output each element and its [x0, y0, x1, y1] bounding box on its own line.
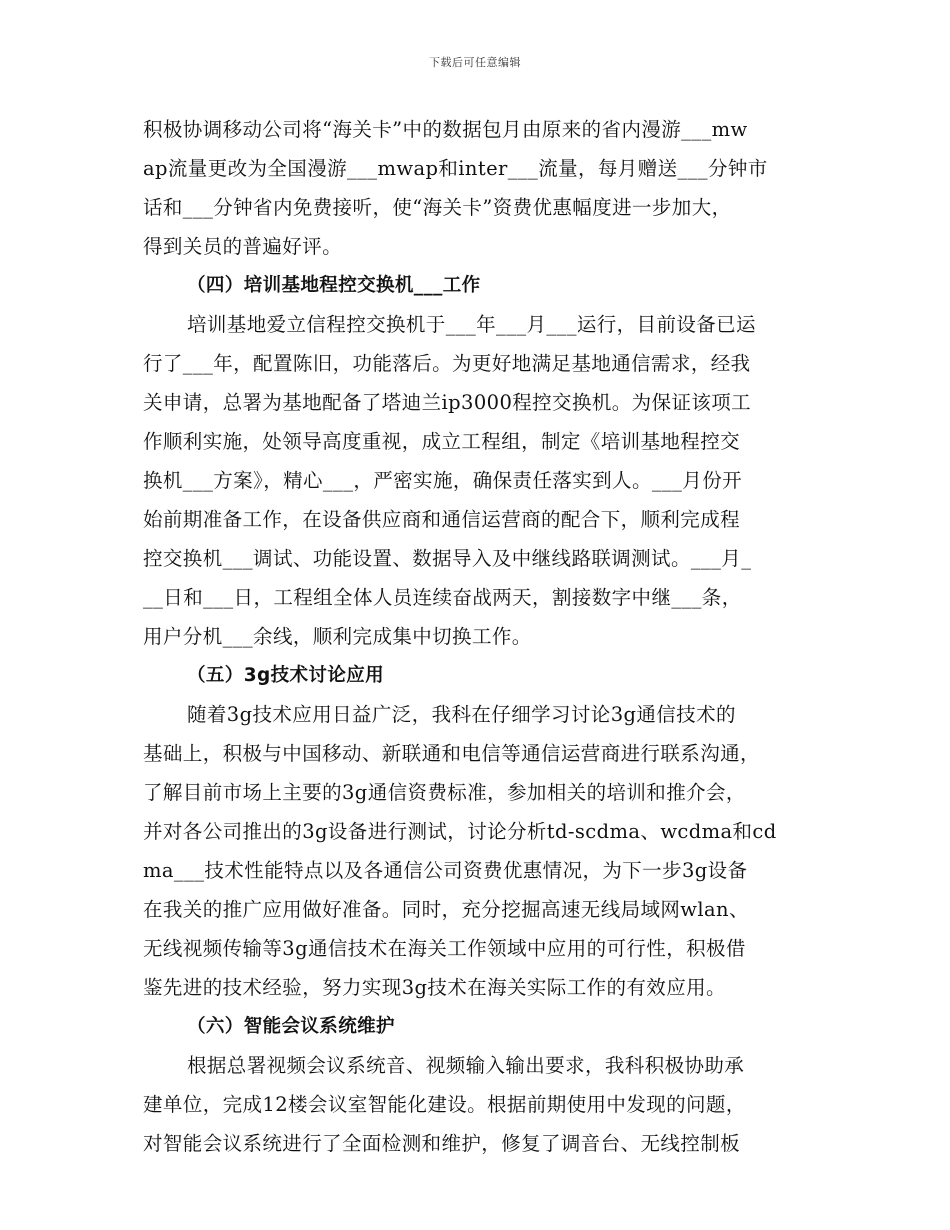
paragraph-line: 无线视频传输等3g通信技术在海关工作领域中应用的可行性，积极借 — [143, 937, 746, 960]
paragraph-line: 作顺利实施，处领导高度重视，成立工程组，制定《培训基地程控交 — [143, 430, 741, 453]
paragraph-line: __日和___日，工程组全体人员连续奋战两天，割接数字中继___条， — [143, 586, 742, 609]
paragraph-line: 并对各公司推出的3g设备进行测试，讨论分析td-scdma、wcdma和cd — [143, 820, 777, 843]
paragraph-line: 得到关员的普遍好评。 — [143, 235, 343, 258]
page-header: 下载后可任意编辑 — [429, 56, 521, 69]
paragraph-line: 关申请，总署为基地配备了塔迪兰ip3000程控交换机。为保证该项工 — [143, 391, 752, 414]
paragraph-line: 培训基地爱立信程控交换机于___年___月___运行，目前设备已运 — [187, 313, 756, 336]
paragraph-line: 基础上，积极与中国移动、新联通和电信等通信运营商进行联系沟通， — [143, 742, 760, 765]
paragraph-line: 了解目前市场上主要的3g通信资费标准，参加相关的培训和推介会， — [143, 781, 746, 804]
paragraph-line: 行了___年，配置陈旧，功能落后。为更好地满足基地通信需求，经我 — [143, 352, 751, 375]
document-body — [143, 110, 811, 1163]
paragraph-line: 随着3g技术应用日益广泛，我科在仔细学习讨论3g通信技术的 — [187, 703, 736, 726]
paragraph-line: ma___技术性能特点以及各通信公司资费优惠情况，为下一步3g设备 — [143, 859, 748, 882]
paragraph-line: 鉴先进的技术经验，努力实现3g技术在海关实际工作的有效应用。 — [143, 976, 726, 999]
paragraph-line: 对智能会议系统进行了全面检测和维护，修复了调音台、无线控制板 — [143, 1132, 741, 1155]
paragraph-line: 用户分机___余线，顺利完成集中切换工作。 — [143, 625, 532, 648]
paragraph-line: 在我关的推广应用做好准备。同时，充分挖掘高速无线局域网wlan、 — [143, 898, 749, 921]
section-heading: （六）智能会议系统维护 — [187, 1016, 395, 1037]
paragraph-line: 换机___方案》，精心___，严密实施，确保责任落实到人。___月份开 — [143, 469, 743, 492]
paragraph-line: 话和___分钟省内免费接听，使“海关卡”资费优惠幅度进一步加大， — [143, 196, 732, 219]
paragraph-line: ap流量更改为全国漫游___mwap和inter___流量，每月赠送___分钟市 — [143, 157, 768, 180]
paragraph-line: 建单位，完成12楼会议室智能化建设。根据前期使用中发现的问题， — [143, 1093, 746, 1116]
paragraph-line: 根据总署视频会议系统音、视频输入输出要求，我科积极协助承 — [187, 1054, 745, 1077]
paragraph-line: 积极协调移动公司将“海关卡”中的数据包月由原来的省内漫游___mw — [143, 118, 748, 141]
paragraph-line: 始前期准备工作，在设备供应商和通信运营商的配合下，顺利完成程 — [143, 508, 741, 531]
paragraph-line: 控交换机___调试、功能设置、数据导入及中继线路联调测试。___月_ — [143, 547, 752, 570]
section-heading: （五）3g技术讨论应用 — [187, 665, 385, 686]
section-heading: （四）培训基地程控交换机___工作 — [187, 275, 481, 296]
